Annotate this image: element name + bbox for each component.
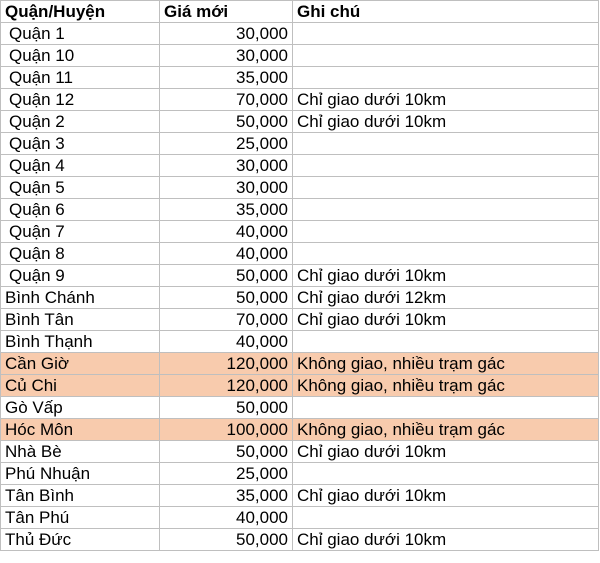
table-row (1, 309, 599, 331)
cell-district: Quận 3 (1, 133, 160, 155)
cell-district: Quận 1 (1, 23, 160, 45)
table-row (1, 45, 599, 67)
cell-district: Quận 9 (1, 265, 160, 287)
cell-price: 30,000 (160, 177, 293, 199)
table-row (1, 155, 599, 177)
cell-price: 100,000 (160, 419, 293, 441)
cell-price: 50,000 (160, 397, 293, 419)
table-row (1, 111, 599, 133)
table-row (1, 397, 599, 419)
cell-price: 30,000 (160, 23, 293, 45)
cell-price: 35,000 (160, 199, 293, 221)
table-row (1, 23, 599, 45)
table-row (1, 529, 599, 551)
cell-district: Phú Nhuận (1, 463, 160, 485)
cell-note: Chỉ giao dưới 10km (293, 309, 599, 331)
cell-price: 40,000 (160, 243, 293, 265)
cell-note (293, 23, 599, 45)
table-row (1, 485, 599, 507)
cell-note: Chỉ giao dưới 10km (293, 441, 599, 463)
cell-note: Chỉ giao dưới 10km (293, 485, 599, 507)
cell-district: Quận 5 (1, 177, 160, 199)
table-row (1, 199, 599, 221)
cell-note (293, 463, 599, 485)
table-row (1, 419, 599, 441)
cell-note (293, 45, 599, 67)
cell-price: 30,000 (160, 45, 293, 67)
header-row (1, 1, 599, 23)
cell-note: Chỉ giao dưới 10km (293, 265, 599, 287)
cell-note (293, 67, 599, 89)
table-row (1, 463, 599, 485)
cell-note: Chỉ giao dưới 10km (293, 529, 599, 551)
cell-district: Quận 11 (1, 67, 160, 89)
table-row (1, 507, 599, 529)
cell-district: Tân Bình (1, 485, 160, 507)
table-row (1, 375, 599, 397)
cell-note (293, 199, 599, 221)
cell-note: Không giao, nhiều trạm gác (293, 375, 599, 397)
cell-district: Bình Tân (1, 309, 160, 331)
cell-note (293, 133, 599, 155)
cell-price: 25,000 (160, 133, 293, 155)
cell-note: Chỉ giao dưới 10km (293, 89, 599, 111)
cell-note: Chỉ giao dưới 12km (293, 287, 599, 309)
cell-note (293, 155, 599, 177)
table-row (1, 221, 599, 243)
cell-price: 120,000 (160, 353, 293, 375)
cell-district: Hóc Môn (1, 419, 160, 441)
header-price: Giá mới (160, 1, 293, 23)
table-row (1, 89, 599, 111)
cell-price: 50,000 (160, 287, 293, 309)
cell-price: 50,000 (160, 265, 293, 287)
cell-note (293, 507, 599, 529)
cell-district: Thủ Đức (1, 529, 160, 551)
cell-district: Quận 10 (1, 45, 160, 67)
cell-note (293, 331, 599, 353)
header-district: Quận/Huyện (1, 1, 160, 23)
cell-district: Quận 6 (1, 199, 160, 221)
cell-price: 40,000 (160, 507, 293, 529)
cell-note (293, 397, 599, 419)
table-body (1, 23, 599, 551)
cell-district: Củ Chi (1, 375, 160, 397)
cell-price: 40,000 (160, 221, 293, 243)
cell-district: Quận 8 (1, 243, 160, 265)
cell-district: Gò Vấp (1, 397, 160, 419)
header-note: Ghi chú (293, 1, 599, 23)
cell-note: Không giao, nhiều trạm gác (293, 419, 599, 441)
table-row (1, 67, 599, 89)
cell-price: 50,000 (160, 441, 293, 463)
cell-price: 25,000 (160, 463, 293, 485)
cell-price: 120,000 (160, 375, 293, 397)
cell-note (293, 221, 599, 243)
cell-price: 35,000 (160, 67, 293, 89)
cell-district: Cần Giờ (1, 353, 160, 375)
cell-district: Bình Thạnh (1, 331, 160, 353)
cell-price: 50,000 (160, 529, 293, 551)
table-row (1, 287, 599, 309)
table-row (1, 133, 599, 155)
cell-district: Quận 7 (1, 221, 160, 243)
cell-price: 30,000 (160, 155, 293, 177)
cell-district: Quận 4 (1, 155, 160, 177)
cell-price: 40,000 (160, 331, 293, 353)
cell-price: 35,000 (160, 485, 293, 507)
table-row (1, 441, 599, 463)
cell-price: 50,000 (160, 111, 293, 133)
cell-note (293, 243, 599, 265)
cell-district: Quận 12 (1, 89, 160, 111)
cell-district: Bình Chánh (1, 287, 160, 309)
table-row (1, 243, 599, 265)
cell-note: Không giao, nhiều trạm gác (293, 353, 599, 375)
cell-district: Quận 2 (1, 111, 160, 133)
table-row (1, 331, 599, 353)
table-row (1, 353, 599, 375)
table-row (1, 265, 599, 287)
table-row (1, 177, 599, 199)
cell-district: Tân Phú (1, 507, 160, 529)
cell-price: 70,000 (160, 89, 293, 111)
cell-price: 70,000 (160, 309, 293, 331)
cell-note (293, 177, 599, 199)
cell-district: Nhà Bè (1, 441, 160, 463)
cell-note: Chỉ giao dưới 10km (293, 111, 599, 133)
